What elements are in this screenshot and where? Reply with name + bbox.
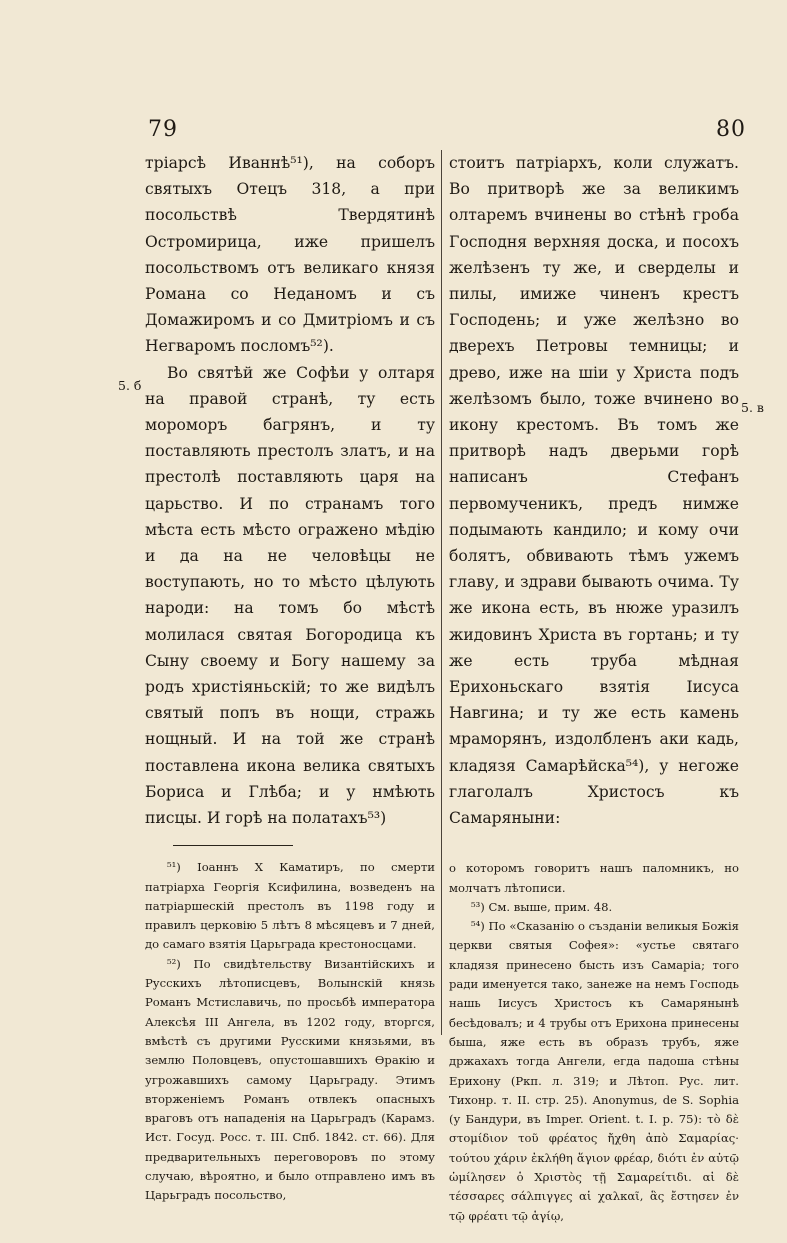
left-paragraph-1: тріарсѣ Иваннѣ⁵¹), на соборъ святыхъ Отецъ 318, а при посольствѣ Твердятинѣ Остромирица, иже пришелъ посольствомъ отъ великаго князя Романа со Неданомъ и съ Домажиромъ и со Дмитріомъ и съ Негваромъ посломъ⁵²). xyxy=(145,154,435,356)
right-column xyxy=(449,150,739,1226)
margin-reference-right: 5. в xyxy=(741,400,764,415)
right-main-text xyxy=(449,150,739,831)
left-footnotes xyxy=(145,858,435,1205)
footnote-gap xyxy=(449,831,739,859)
footnote-51: ⁵¹) Іоаннъ X Каматиръ, по смерти патріарха Георгія Ксифилина, возведенъ на патріаршескій престолъ въ 1198 году и правилъ церковію 5 лѣтъ 8 мѣсяцевъ и 7 дней, до самаго взятія Царьграда крестоносцами. xyxy=(145,860,435,952)
page-number-right: 80 xyxy=(716,117,746,142)
footnote-53: ⁵³) См. выше, прим. 48. xyxy=(471,899,613,914)
margin-reference-left: 5. б xyxy=(118,378,142,393)
page-number-left: 79 xyxy=(148,117,178,142)
footnote-52: ⁵²) По свидѣтельству Византійскихъ и Русскихъ лѣтописцевъ, Волынскій князь Романъ Мстиславичь, по просьбѣ императора Алексѣя III Ангела, въ 1202 году, вторгся, вмѣстѣ съ другими Русскими князьями, въ землю Половцевъ, опустошавшихъ Ѳракію и угрожавшихъ самому Царьграду. Этимъ вторженіемъ Романъ отвлекъ опасныхъ враговъ отъ нападенія на Царьградъ (Карамз. Ист. Госуд. Росс. т. III. Спб. 1842. ст. 66). Для предварительныхъ переговоровъ по этому случаю, вѣроятно, и было отправлено имъ въ Царьградъ посольство, xyxy=(145,956,435,1203)
left-column xyxy=(145,150,435,1206)
right-footnotes xyxy=(449,859,739,1226)
left-main-text xyxy=(145,150,435,831)
right-paragraph-1: стоитъ патріархъ, коли служатъ. Во притворѣ же за великимъ олтаремъ вчинены во стѣнѣ гроба Господня верхняя доска, и посохъ желѣзенъ ту же, и сверделы и пилы, имиже чиненъ крестъ Господень; и уже желѣзно во дверехъ Петровы темницы; и древо, иже на шіи у Христа подъ желѣзомъ было, тоже вчинено во икону крестомъ. Въ томъ же притворѣ надъ дверьми горѣ написанъ Стефанъ первомученикъ, предъ нимже подымають кандило; и кому очи болятъ, обвивають тѣмъ ужемъ главу, и здрави бывають очима. Ту же икона есть, въ нюже уразилъ жидовинъ Христа въ гортань; и ту же есть труба мѣдная Ерихоньскаго взятія Іисуса Навгина; и ту же есть камень мраморянъ, издолбленъ аки кадь, кладязя Самарѣйска⁵⁴), у негоже глаголалъ Христосъ къ Самаряныни: xyxy=(449,154,739,828)
left-paragraph-2: Во святѣй же Софѣи у олтаря на правой странѣ, ту есть мороморъ багрянъ, и ту поставляють престолъ златъ, и на престолѣ поставляють царя на царьство. И по странамъ того мѣста есть мѣсто ограженo мѣдію и да на не человѣцы не воступають, но то мѣсто цѣлують народи: на томъ бо мѣстѣ молилася святая Богородица къ Сыну своему и Богу нашему за родъ христіяньскій; то же видѣлъ святый попъ въ нощи, стражь нощный. И на той же странѣ поставлена икона велика святыхъ Бориса и Глѣба; и у нмѣють писцы. И горѣ на полатахъ⁵³) xyxy=(145,363,435,828)
footnote-52-continued: о которомъ говоритъ нашъ паломникъ, но молчатъ лѣтописи. xyxy=(449,861,739,895)
footnote-54: ⁵⁴) По «Сказанію о създаніи великыя Божія церкви святыя Софея»: «устье святаго кладязя принесено бысть изъ Самаріа; того ради именуется тако, занеже на немъ Господь нашь Іисусъ Христосъ къ Самарянынѣ бесѣдовалъ; и 4 трубы отъ Ерихона принесены быша, яже есть въ образъ трубъ, яже држахахъ тогда Ангели, егда падоша стѣны Ерихону (Ркп. л. 319; и Лѣтоп. Рус. лит. Тихонр. т. II. стр. 25). Anonymus, de S. Sophia (у Бандури, въ Imper. Orient. t. I. p. 75): τὸ δὲ στομίδιον τοῦ φρέατος ἤχθη ἀπὸ Σαμαρίας· τούτου χάριν ἐκλήθη ἅγιον φρέαρ, διότι ἐν αὐτῷ ὡμίλησεν ὁ Χριστὸς τῇ Σαμαρείτιδι. αἱ δὲ τέσσαρες σάλπιγγες αἱ χαλκαῖ, ἃς ἔστησεν ἐν τῷ φρέατι τῷ ἁγίῳ, xyxy=(449,919,739,1223)
column-divider xyxy=(441,150,442,1035)
footnote-rule xyxy=(173,845,293,846)
